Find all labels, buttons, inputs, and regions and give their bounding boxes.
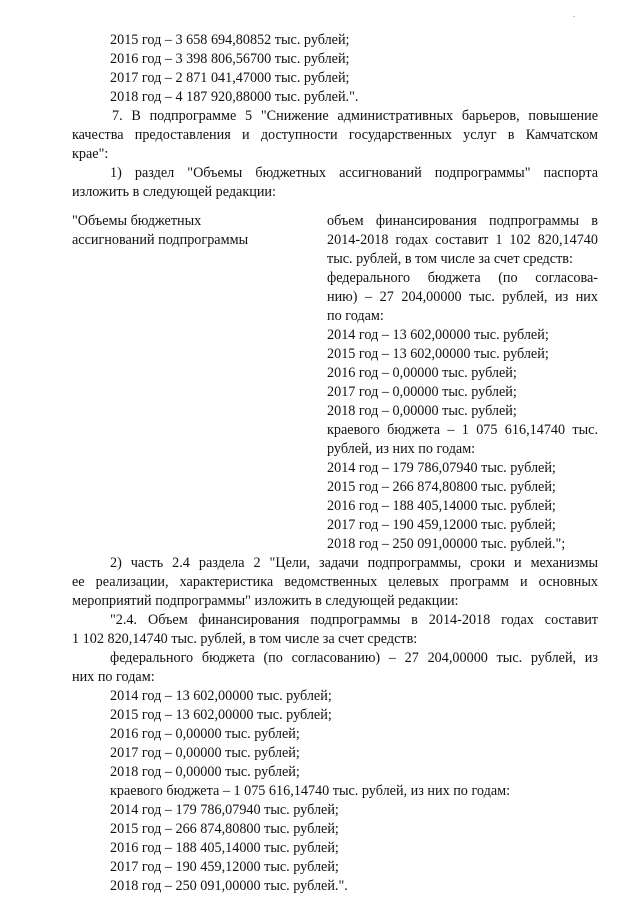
list-item: 2016 год – 3 398 806,56700 тыс. рублей; xyxy=(110,51,350,67)
list-item: 2017 год – 190 459,12000 тыс. рублей; xyxy=(110,859,339,875)
part-2-4-paragraph xyxy=(72,611,598,649)
passport-value-line: федерального бюджета (по согласова- xyxy=(327,270,598,286)
passport-value-line: рублей, из них по годам: xyxy=(327,441,476,457)
regional-year-list xyxy=(110,801,348,896)
passport-value-line: 2015 год – 13 602,00000 тыс. рублей; xyxy=(327,346,549,362)
list-item: 2018 год – 4 187 920,88000 тыс. рублей.". xyxy=(110,89,359,105)
passport-value-line: 2016 год – 188 405,14000 тыс. рублей; xyxy=(327,498,556,514)
regional-paragraph xyxy=(110,782,510,801)
passport-value-line: краевого бюджета – 1 075 616,14740 тыс. xyxy=(327,422,598,438)
passport-label-line: "Объемы бюджетных xyxy=(72,213,202,229)
passport-value-line: 2018 год – 0,00000 тыс. рублей; xyxy=(327,403,517,419)
paragraph-line: мероприятий подпрограммы" изложить в следующей редакции: xyxy=(72,593,459,609)
passport-value-line: по годам: xyxy=(327,308,384,324)
paragraph-line: 2) часть 2.4 раздела 2 "Цели, задачи подпрограммы, сроки и механизмы xyxy=(110,555,598,571)
paragraph-line: изложить в следующей редакции: xyxy=(72,184,276,200)
passport-value-line: нию) – 27 204,00000 тыс. рублей, из них xyxy=(327,289,598,305)
list-item: 2014 год – 13 602,00000 тыс. рублей; xyxy=(110,688,332,704)
paragraph-line: ее реализации, характеристика ведомственных целевых программ и основных xyxy=(72,574,598,590)
passport-label-line: ассигнований подпрограммы xyxy=(72,232,249,248)
paragraph-line: 7. В подпрограмме 5 "Снижение административных барьеров, повышение xyxy=(112,108,598,124)
federal-year-list xyxy=(110,687,332,782)
paragraph-line: "2.4. Объем финансирования подпрограммы в 2014-2018 годах составит xyxy=(110,612,598,628)
subitem-2-paragraph xyxy=(72,554,598,611)
passport-value-line: 2015 год – 266 874,80800 тыс. рублей; xyxy=(327,479,556,495)
paragraph-line: 1 102 820,14740 тыс. рублей, в том числе за счет средств: xyxy=(72,631,418,647)
list-item: 2015 год – 13 602,00000 тыс. рублей; xyxy=(110,707,332,723)
passport-value-line: 2014-2018 годах составит 1 102 820,14740 xyxy=(327,232,598,248)
paragraph-line: них по годам: xyxy=(72,669,155,685)
paragraph-line: качества предоставления и доступности государственных услуг в Камчатском xyxy=(72,127,598,143)
passport-value-line: 2018 год – 250 091,00000 тыс. рублей."; xyxy=(327,536,566,552)
passport-value-line: 2016 год – 0,00000 тыс. рублей; xyxy=(327,365,517,381)
list-item: 2018 год – 250 091,00000 тыс. рублей.". xyxy=(110,878,348,894)
item-7-paragraph xyxy=(72,107,598,164)
list-item: 2015 год – 3 658 694,80852 тыс. рублей; xyxy=(110,32,350,48)
paragraph-line: краевого бюджета – 1 075 616,14740 тыс. рублей, из них по годам: xyxy=(110,783,511,799)
list-item: 2016 год – 0,00000 тыс. рублей; xyxy=(110,726,300,742)
list-item: 2017 год – 0,00000 тыс. рублей; xyxy=(110,745,300,761)
passport-label xyxy=(72,212,302,250)
passport-value-line: 2017 год – 190 459,12000 тыс. рублей; xyxy=(327,517,556,533)
list-item: 2017 год – 2 871 041,47000 тыс. рублей; xyxy=(110,70,350,86)
scan-mark: · xyxy=(573,13,576,21)
paragraph-line: федерального бюджета (по согласованию) – 27 204,00000 тыс. рублей, из xyxy=(110,650,598,666)
passport-value-line: объем финансирования подпрограммы в xyxy=(327,213,598,229)
paragraph-line: 1) раздел "Объемы бюджетных ассигнований подпрограммы" паспорта xyxy=(110,165,598,181)
paragraph-line: крае": xyxy=(72,146,109,162)
list-item: 2014 год – 179 786,07940 тыс. рублей; xyxy=(110,802,339,818)
list-item: 2015 год – 266 874,80800 тыс. рублей; xyxy=(110,821,339,837)
passport-value-line: 2014 год – 179 786,07940 тыс. рублей; xyxy=(327,460,556,476)
list-item: 2016 год – 188 405,14000 тыс. рублей; xyxy=(110,840,339,856)
list-item: 2018 год – 0,00000 тыс. рублей; xyxy=(110,764,300,780)
subitem-1-paragraph xyxy=(72,164,598,202)
passport-value-line: 2017 год – 0,00000 тыс. рублей; xyxy=(327,384,517,400)
passport-value-line: 2014 год – 13 602,00000 тыс. рублей; xyxy=(327,327,549,343)
passport-value-line: тыс. рублей, в том числе за счет средств: xyxy=(327,251,573,267)
federal-paragraph xyxy=(72,649,598,687)
passport-value xyxy=(327,212,598,554)
top-year-list xyxy=(110,31,358,107)
